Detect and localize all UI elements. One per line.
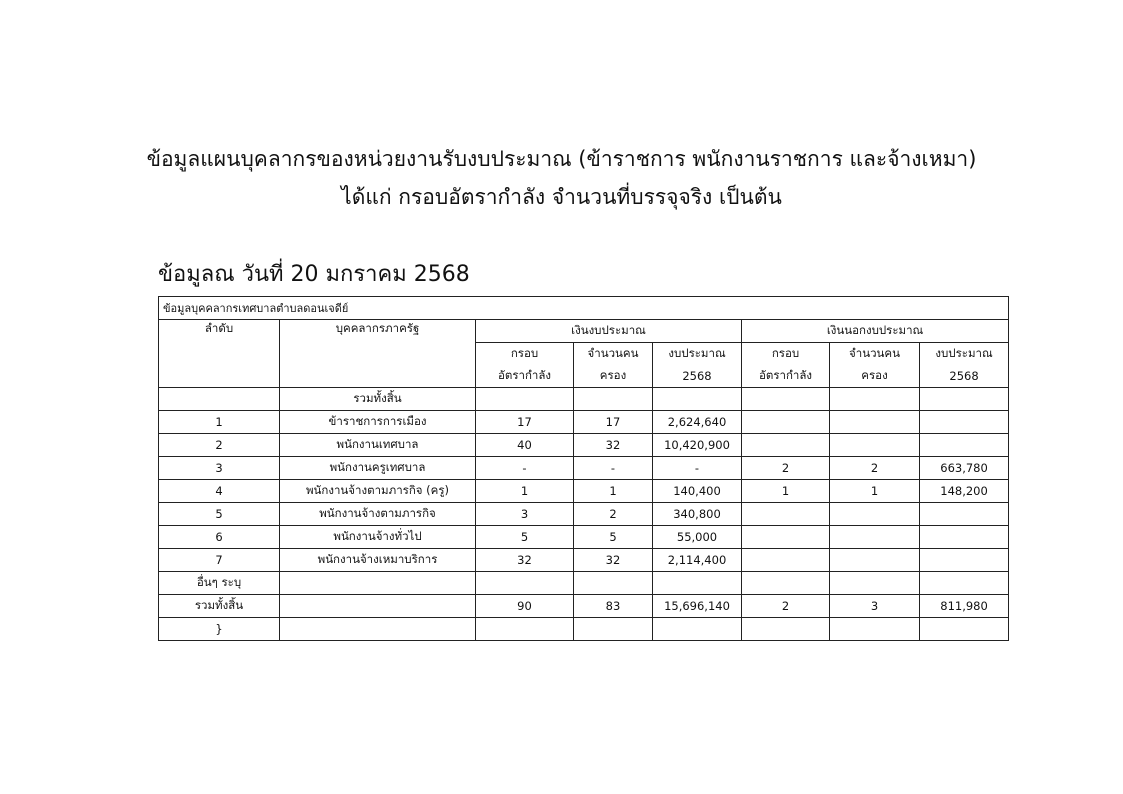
table-cell: [574, 618, 653, 641]
table-cell: [830, 526, 920, 549]
table-cell: [742, 526, 830, 549]
header-row-1: [159, 320, 1009, 343]
table-cell: [920, 526, 1009, 549]
table-cell: 32: [476, 549, 574, 572]
summary-label-row: [159, 388, 1009, 411]
table-cell: รวมทั้งสิ้น: [159, 595, 280, 618]
table-row: [159, 434, 1009, 457]
table-cell: [280, 595, 476, 618]
table-cell: [830, 388, 920, 411]
table-cell: [476, 618, 574, 641]
table-cell: [830, 503, 920, 526]
table-cell: 2,114,400: [653, 549, 742, 572]
table-cell: 6: [159, 526, 280, 549]
table-cell: [830, 618, 920, 641]
table-cell: 7: [159, 549, 280, 572]
table-cell: [653, 388, 742, 411]
table-cell: 83: [574, 595, 653, 618]
table-cell: [574, 572, 653, 595]
header-order: ลำดับ: [159, 320, 280, 388]
table-cell: [280, 572, 476, 595]
header-off-frame-bottom: อัตรากำลัง: [742, 365, 830, 388]
table-cell: [574, 388, 653, 411]
table-cell: -: [653, 457, 742, 480]
table-row: [159, 549, 1009, 572]
header-off-amount-top: งบประมาณ: [920, 343, 1009, 366]
table-cell: [920, 411, 1009, 434]
table-cell: 10,420,900: [653, 434, 742, 457]
table-cell: [742, 434, 830, 457]
table-cell: [830, 572, 920, 595]
table-cell: }: [159, 618, 280, 641]
table-row: [159, 503, 1009, 526]
table-cell: 340,800: [653, 503, 742, 526]
header-budget-count-bottom: ครอง: [574, 365, 653, 388]
table-cell: 17: [574, 411, 653, 434]
table-cell: [742, 549, 830, 572]
table-cell: อื่นๆ ระบุ: [159, 572, 280, 595]
table-caption-row: [159, 297, 1009, 320]
table-cell: -: [574, 457, 653, 480]
table-cell: [830, 411, 920, 434]
document-title: [0, 140, 1123, 216]
table-cell: 1: [159, 411, 280, 434]
date-heading: ข้อมูลณ วันที่ 20 มกราคม 2568: [158, 262, 470, 287]
table-cell: 1: [476, 480, 574, 503]
table-cell: [920, 618, 1009, 641]
table-cell: ข้าราชการการเมือง: [280, 411, 476, 434]
table-cell: [476, 572, 574, 595]
table-cell: 32: [574, 549, 653, 572]
table-cell: 148,200: [920, 480, 1009, 503]
table-cell: 2,624,640: [653, 411, 742, 434]
table-row: [159, 480, 1009, 503]
table-cell: 3: [159, 457, 280, 480]
table-cell: พนักงานเทศบาล: [280, 434, 476, 457]
header-off-amount-bottom: 2568: [920, 365, 1009, 388]
table-row: [159, 411, 1009, 434]
table-cell: 3: [830, 595, 920, 618]
table-cell: [920, 549, 1009, 572]
table-cell: 55,000: [653, 526, 742, 549]
table-row: [159, 572, 1009, 595]
table-row: [159, 618, 1009, 641]
table-cell: [653, 618, 742, 641]
table-cell: พนักงานจ้างเหมาบริการ: [280, 549, 476, 572]
table-cell: [830, 549, 920, 572]
header-off-count-top: จำนวนคน: [830, 343, 920, 366]
header-budget-count-top: จำนวนคน: [574, 343, 653, 366]
table-cell: 2: [830, 457, 920, 480]
table-cell: [280, 618, 476, 641]
table-cell: 2: [574, 503, 653, 526]
table-cell: 3: [476, 503, 574, 526]
table-cell: [742, 572, 830, 595]
header-off-frame-top: กรอบ: [742, 343, 830, 366]
table-cell: 2: [742, 595, 830, 618]
table-cell: 811,980: [920, 595, 1009, 618]
header-budget-amount-bottom: 2568: [653, 365, 742, 388]
table-cell: -: [476, 457, 574, 480]
table-cell: พนักงานจ้างทั่วไป: [280, 526, 476, 549]
table-cell: พนักงานจ้างตามภารกิจ: [280, 503, 476, 526]
header-off-budget: เงินนอกงบประมาณ: [742, 320, 1009, 343]
header-budget-amount-top: งบประมาณ: [653, 343, 742, 366]
table-cell: [920, 388, 1009, 411]
header-budget-frame-top: กรอบ: [476, 343, 574, 366]
header-personnel: บุคคลากรภาครัฐ: [280, 320, 476, 388]
table-cell: พนักงานครูเทศบาล: [280, 457, 476, 480]
table-cell: 4: [159, 480, 280, 503]
table-cell: 17: [476, 411, 574, 434]
table-cell: [920, 503, 1009, 526]
table-caption: ข้อมูลบุคคลากรเทศบาลตำบลดอนเจดีย์: [159, 297, 1009, 320]
table-cell: [920, 572, 1009, 595]
table-row: [159, 457, 1009, 480]
table-cell: [742, 388, 830, 411]
title-line-2: ได้แก่ กรอบอัตรากำลัง จำนวนที่บรรจุจริง เป็นต้น: [341, 185, 782, 209]
header-off-count-bottom: ครอง: [830, 365, 920, 388]
table-cell: พนักงานจ้างตามภารกิจ (ครู): [280, 480, 476, 503]
table-cell: 663,780: [920, 457, 1009, 480]
table-cell: 5: [476, 526, 574, 549]
header-budget: เงินงบประมาณ: [476, 320, 742, 343]
personnel-table: [158, 296, 1009, 641]
table-cell: [742, 411, 830, 434]
table-cell: 90: [476, 595, 574, 618]
table-cell: 32: [574, 434, 653, 457]
title-line-1: ข้อมูลแผนบุคลากรของหน่วยงานรับงบประมาณ (ข้าราชการ พนักงานราชการ และจ้างเหมา): [146, 147, 977, 171]
table-cell: 1: [574, 480, 653, 503]
table-cell: 15,696,140: [653, 595, 742, 618]
table-cell: [742, 618, 830, 641]
table-cell: 5: [574, 526, 653, 549]
table-cell: [742, 503, 830, 526]
table-cell: 1: [830, 480, 920, 503]
table-cell: [159, 388, 280, 411]
table-cell: 2: [159, 434, 280, 457]
table-cell: 1: [742, 480, 830, 503]
table-cell: 5: [159, 503, 280, 526]
table-cell: [830, 434, 920, 457]
table-row: [159, 526, 1009, 549]
table-cell: 140,400: [653, 480, 742, 503]
summary-label: รวมทั้งสิ้น: [280, 388, 476, 411]
table-cell: 40: [476, 434, 574, 457]
table-cell: [653, 572, 742, 595]
table-cell: 2: [742, 457, 830, 480]
header-budget-frame-bottom: อัตรากำลัง: [476, 365, 574, 388]
table-cell: [476, 388, 574, 411]
table-cell: [920, 434, 1009, 457]
table-row: [159, 595, 1009, 618]
